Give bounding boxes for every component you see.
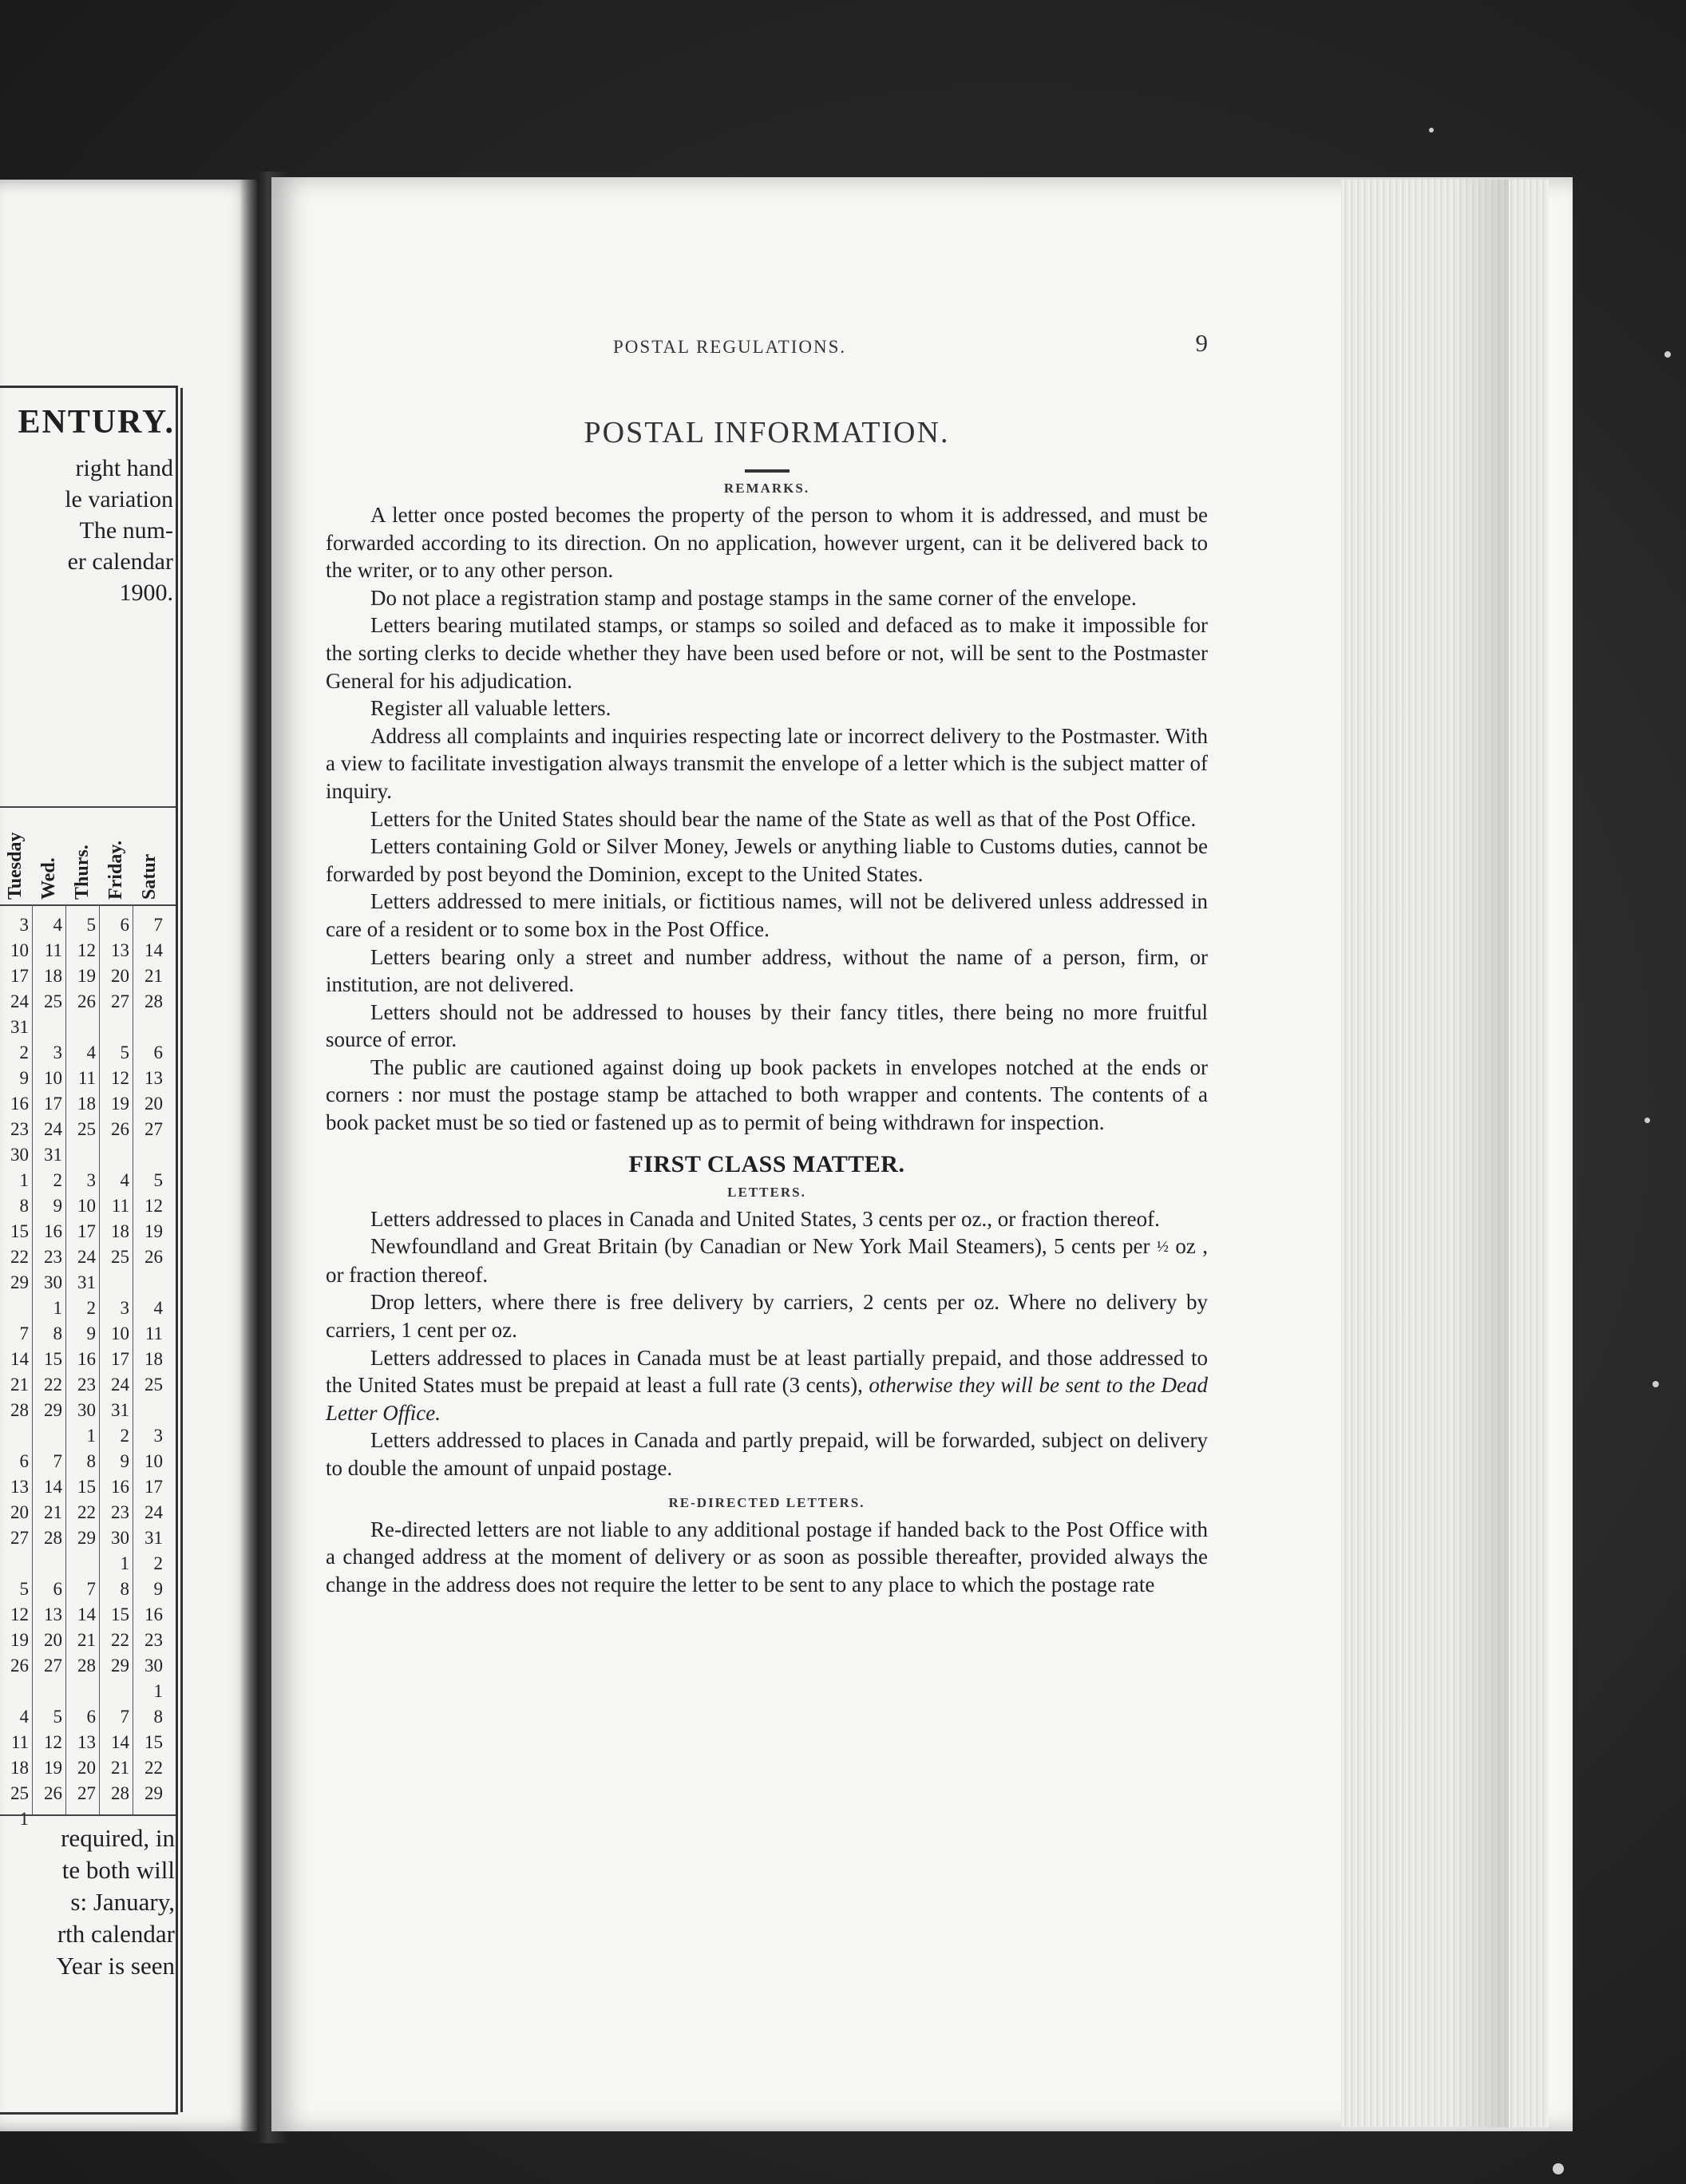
calendar-day: 30 bbox=[77, 1400, 96, 1420]
remark-paragraph: Do not place a registration stamp and postage stamps in the same corner of the envelope. bbox=[370, 585, 1137, 610]
calendar-day: 18 bbox=[111, 1221, 129, 1241]
calendar-day: 6 bbox=[19, 1451, 29, 1471]
calendar-row bbox=[0, 1117, 176, 1142]
remark-paragraph: Letters bearing only a street and number address, without the name of a person, firm, or institution, are not delivered. bbox=[326, 944, 1208, 997]
calendar-day: 29 bbox=[44, 1400, 62, 1420]
calendar-day: 24 bbox=[77, 1247, 96, 1267]
calendar-day: 1 bbox=[86, 1426, 96, 1446]
calendar-day: 31 bbox=[144, 1528, 163, 1548]
calendar-day: 19 bbox=[44, 1758, 62, 1778]
calendar-day: 8 bbox=[120, 1579, 129, 1599]
calendar-row bbox=[0, 1296, 176, 1321]
calendar-day: 3 bbox=[153, 1426, 163, 1446]
calendar-day: 10 bbox=[111, 1323, 129, 1343]
calendar-day: 7 bbox=[86, 1579, 96, 1599]
outro-line: Year is seen bbox=[56, 1952, 175, 1980]
calendar-day: 2 bbox=[120, 1426, 129, 1446]
calendar-day: 26 bbox=[10, 1656, 29, 1676]
calendar-day: 10 bbox=[44, 1068, 62, 1088]
page-edges bbox=[1341, 180, 1549, 2127]
calendar-day: 17 bbox=[111, 1349, 129, 1369]
intro-line: 1900. bbox=[119, 580, 173, 606]
dust-speck bbox=[1644, 1118, 1650, 1123]
calendar-day: 27 bbox=[77, 1783, 96, 1803]
century-heading: ENTURY. bbox=[18, 404, 175, 441]
calendar-day: 24 bbox=[44, 1119, 62, 1139]
calendar-day: 5 bbox=[120, 1043, 129, 1062]
calendar-day: 12 bbox=[44, 1732, 62, 1752]
calendar-day: 14 bbox=[10, 1349, 29, 1369]
calendar-day: 23 bbox=[144, 1630, 163, 1650]
calendar-row bbox=[0, 989, 176, 1015]
calendar-day: 7 bbox=[153, 915, 163, 935]
calendar-day: 13 bbox=[111, 940, 129, 960]
left-page bbox=[0, 180, 257, 2131]
calendar-day: 29 bbox=[77, 1528, 96, 1548]
calendar-day: 12 bbox=[77, 940, 96, 960]
calendar-day: 18 bbox=[144, 1349, 163, 1369]
calendar-day: 15 bbox=[44, 1349, 62, 1369]
calendar-day: 31 bbox=[111, 1400, 129, 1420]
intro-line: The num- bbox=[79, 517, 173, 544]
running-head-title: POSTAL REGULATIONS. bbox=[613, 337, 847, 357]
calendar-day: 13 bbox=[44, 1604, 62, 1624]
calendar-day: 27 bbox=[111, 991, 129, 1011]
calendar-day: 29 bbox=[111, 1656, 129, 1676]
calendar-day: 30 bbox=[111, 1528, 129, 1548]
remark-paragraph: Address all complaints and inquiries respecting late or incorrect delivery to the Postmaster. With a view to facilitate investigation always transmit the envelope of a letter which is the subject matter of inquiry. bbox=[326, 723, 1208, 803]
calendar-day: 26 bbox=[144, 1247, 163, 1267]
calendar-day: 14 bbox=[111, 1732, 129, 1752]
outro-line: rth calendar bbox=[57, 1920, 175, 1948]
calendar-row bbox=[0, 1193, 176, 1219]
calendar-day: 9 bbox=[120, 1451, 129, 1471]
calendar-row bbox=[0, 1551, 176, 1577]
dust-speck bbox=[1652, 1381, 1659, 1387]
calendar-row bbox=[0, 1321, 176, 1347]
calendar-day: 5 bbox=[19, 1579, 29, 1599]
remark-paragraph: Letters should not be addressed to houses by their fancy titles, there being no more fruitful source of error. bbox=[326, 999, 1208, 1052]
remarks-heading: REMARKS. bbox=[723, 481, 810, 496]
calendar-row bbox=[0, 1474, 176, 1500]
calendar-day: 17 bbox=[44, 1094, 62, 1114]
calendar-day: 15 bbox=[77, 1477, 96, 1497]
calendar-day: 21 bbox=[111, 1758, 129, 1778]
calendar-day: 1 bbox=[19, 1809, 29, 1829]
calendar-day: 9 bbox=[86, 1323, 96, 1343]
calendar-day: 14 bbox=[77, 1604, 96, 1624]
calendar-day: 23 bbox=[10, 1119, 29, 1139]
dust-speck bbox=[1553, 2163, 1564, 2174]
outro-line: required, in bbox=[61, 1824, 175, 1852]
remark-paragraph: Register all valuable letters. bbox=[370, 696, 611, 721]
dust-speck bbox=[1664, 351, 1671, 358]
calendar-day: 26 bbox=[77, 991, 96, 1011]
letters-text: oz , or fraction thereof. bbox=[326, 1234, 1208, 1287]
calendar-day: 16 bbox=[111, 1477, 129, 1497]
calendar-row bbox=[0, 1577, 176, 1602]
calendar-day: 20 bbox=[144, 1094, 163, 1114]
calendar-day: 3 bbox=[120, 1298, 129, 1318]
calendar-day: 7 bbox=[120, 1707, 129, 1727]
calendar-day: 16 bbox=[44, 1221, 62, 1241]
calendar-day: 31 bbox=[77, 1272, 96, 1292]
calendar-day: 28 bbox=[44, 1528, 62, 1548]
calendar-day: 28 bbox=[10, 1400, 29, 1420]
day-label: Wed. bbox=[38, 857, 59, 900]
calendar-row bbox=[0, 1500, 176, 1525]
calendar-day: 17 bbox=[144, 1477, 163, 1497]
calendar-day: 22 bbox=[144, 1758, 163, 1778]
calendar-day: 1 bbox=[53, 1298, 62, 1318]
calendar-day: 23 bbox=[44, 1247, 62, 1267]
calendar-day: 5 bbox=[153, 1170, 163, 1190]
calendar-day: 8 bbox=[86, 1451, 96, 1471]
calendar-row bbox=[0, 1449, 176, 1474]
calendar-day: 25 bbox=[77, 1119, 96, 1139]
calendar-row bbox=[0, 1423, 176, 1449]
calendar-row bbox=[0, 1398, 176, 1423]
calendar-row bbox=[0, 1704, 176, 1730]
letters-text: Letters addressed to places in Canada must be at least partially prepaid, and those addressed to the United States must be prepaid at least a full rate (3 cents), bbox=[326, 1345, 1208, 1398]
calendar-day: 7 bbox=[53, 1451, 62, 1471]
calendar-day: 15 bbox=[111, 1604, 129, 1624]
calendar-row bbox=[0, 1347, 176, 1372]
calendar-day: 7 bbox=[19, 1323, 29, 1343]
calendar-day: 19 bbox=[77, 966, 96, 986]
calendar-day: 2 bbox=[86, 1298, 96, 1318]
calendar-row bbox=[0, 1219, 176, 1244]
calendar-day: 3 bbox=[19, 915, 29, 935]
calendar-day: 24 bbox=[144, 1502, 163, 1522]
remark-paragraph: Letters for the United States should bear the name of the State as well as that of the Post Office. bbox=[370, 806, 1197, 831]
remark-paragraph: A letter once posted becomes the property of the person to whom it is addressed, and must be forwarded according to its direction. On no application, however urgent, can it be delivered back to the writer, or to any other person. bbox=[326, 503, 1208, 583]
calendar-day: 2 bbox=[53, 1170, 62, 1190]
calendar-day: 20 bbox=[111, 966, 129, 986]
calendar-day: 10 bbox=[10, 940, 29, 960]
letters-heading: LETTERS. bbox=[727, 1184, 806, 1200]
remark-paragraph: Letters addressed to mere initials, or fictitious names, will not be delivered unless addressed in care of a resident or to some box in the Post Office. bbox=[326, 889, 1208, 941]
calendar-day: 21 bbox=[77, 1630, 96, 1650]
calendar-day: 16 bbox=[144, 1604, 163, 1624]
calendar-day: 16 bbox=[77, 1349, 96, 1369]
calendar-row bbox=[0, 1628, 176, 1653]
calendar-day: 31 bbox=[10, 1017, 29, 1037]
calendar-day: 24 bbox=[111, 1375, 129, 1395]
calendar-day: 11 bbox=[77, 1068, 96, 1088]
calendar-day: 29 bbox=[144, 1783, 163, 1803]
calendar-day: 25 bbox=[144, 1375, 163, 1395]
calendar-day: 25 bbox=[10, 1783, 29, 1803]
page-edges-shadow bbox=[1453, 180, 1509, 2127]
letters-paragraph bbox=[326, 1232, 1208, 1288]
calendar-day: 8 bbox=[53, 1323, 62, 1343]
calendar-row bbox=[0, 1168, 176, 1193]
letters-paragraph: Letters addressed to places in Canada and partly prepaid, will be forwarded, subject on delivery to double the amount of unpaid postage. bbox=[326, 1428, 1208, 1480]
letters-paragraph: Letters addressed to places in Canada and United States, 3 cents per oz., or fraction thereof. bbox=[370, 1206, 1160, 1231]
calendar-day: 16 bbox=[10, 1094, 29, 1114]
calendar-day: 14 bbox=[44, 1477, 62, 1497]
calendar-day: 11 bbox=[111, 1196, 129, 1216]
calendar-day: 4 bbox=[19, 1707, 29, 1727]
calendar-bottom-rule bbox=[0, 1814, 176, 1816]
calendar-day: 13 bbox=[10, 1477, 29, 1497]
calendar-row bbox=[0, 1755, 176, 1781]
calendar-day: 5 bbox=[53, 1707, 62, 1727]
calendar-day-header bbox=[0, 810, 176, 906]
calendar-day: 4 bbox=[86, 1043, 96, 1062]
calendar-row bbox=[0, 1525, 176, 1551]
calendar-day: 6 bbox=[53, 1579, 62, 1599]
calendar-day: 4 bbox=[120, 1170, 129, 1190]
calendar-day: 11 bbox=[10, 1732, 29, 1752]
title-rule bbox=[745, 469, 790, 473]
dead-letter-note: otherwise they will be sent to the Dead Letter Office. bbox=[326, 1373, 1208, 1425]
calendar-row bbox=[0, 963, 176, 989]
letters-paragraph bbox=[326, 1344, 1208, 1427]
calendar-row bbox=[0, 1372, 176, 1398]
letters-text: Newfoundland and Great Britain (by Canadian or New York Mail Steamers), 5 cents per bbox=[370, 1234, 1157, 1259]
calendar-day: 20 bbox=[10, 1502, 29, 1522]
page-title: POSTAL INFORMATION. bbox=[584, 416, 950, 449]
intro-line: le variation bbox=[65, 486, 173, 512]
calendar-grid bbox=[0, 912, 176, 1832]
calendar-day: 1 bbox=[120, 1553, 129, 1573]
calendar-day: 28 bbox=[111, 1783, 129, 1803]
calendar-day: 23 bbox=[77, 1375, 96, 1395]
intro-line: right hand bbox=[75, 455, 173, 481]
calendar-day: 27 bbox=[10, 1528, 29, 1548]
calendar-day: 25 bbox=[111, 1247, 129, 1267]
calendar-day: 9 bbox=[153, 1579, 163, 1599]
calendar-day: 10 bbox=[77, 1196, 96, 1216]
letters-paragraph: Drop letters, where there is free delivery by carriers, 2 cents per oz. Where no delivery by carriers, 1 cent per oz. bbox=[326, 1290, 1208, 1343]
calendar-day: 19 bbox=[111, 1094, 129, 1114]
calendar-day: 2 bbox=[153, 1553, 163, 1573]
calendar-day: 12 bbox=[10, 1604, 29, 1624]
calendar-row bbox=[0, 1270, 176, 1296]
calendar-day: 23 bbox=[111, 1502, 129, 1522]
calendar-day: 18 bbox=[10, 1758, 29, 1778]
calendar-day: 4 bbox=[153, 1298, 163, 1318]
calendar-day: 9 bbox=[53, 1196, 62, 1216]
calendar-day: 21 bbox=[10, 1375, 29, 1395]
page-content bbox=[326, 319, 1208, 1598]
calendar-day: 11 bbox=[44, 940, 62, 960]
calendar-day: 3 bbox=[86, 1170, 96, 1190]
calendar-outro bbox=[57, 1822, 175, 1982]
calendar-day: 3 bbox=[53, 1043, 62, 1062]
calendar-day: 5 bbox=[86, 915, 96, 935]
remark-paragraph: The public are cautioned against doing up book packets in envelopes notched at the ends or corners : nor must the postage stamp be attached to both wrapper and contents. The contents of a book packet must be so tied or fastened up as to permit of being withdrawn for inspection. bbox=[326, 1054, 1208, 1135]
calendar-row bbox=[0, 1091, 176, 1117]
calendar-day: 2 bbox=[19, 1043, 29, 1062]
calendar-row bbox=[0, 1602, 176, 1628]
calendar-day: 13 bbox=[144, 1068, 163, 1088]
calendar-day: 17 bbox=[77, 1221, 96, 1241]
calendar-row bbox=[0, 912, 176, 938]
calendar-day: 28 bbox=[77, 1656, 96, 1676]
calendar-row bbox=[0, 1066, 176, 1091]
calendar-day: 31 bbox=[44, 1145, 62, 1165]
calendar-day: 26 bbox=[111, 1119, 129, 1139]
calendar-day: 21 bbox=[44, 1502, 62, 1522]
calendar-row bbox=[0, 1781, 176, 1806]
calendar-day: 30 bbox=[144, 1656, 163, 1676]
calendar-day: 22 bbox=[111, 1630, 129, 1650]
remark-paragraph: Letters bearing mutilated stamps, or stamps so soiled and defaced as to make it impossible for the sorting clerks to decide whether they have been used before or not, will be sent to the Postmaster General for his adjudication. bbox=[326, 613, 1208, 693]
calendar-day: 6 bbox=[153, 1043, 163, 1062]
calendar-day: 26 bbox=[44, 1783, 62, 1803]
calendar-intro bbox=[65, 453, 173, 608]
calendar-day: 12 bbox=[144, 1196, 163, 1216]
calendar-top-rule bbox=[0, 806, 176, 808]
calendar-day: 20 bbox=[77, 1758, 96, 1778]
calendar-day: 18 bbox=[77, 1094, 96, 1114]
calendar-day: 11 bbox=[144, 1323, 163, 1343]
calendar-day: 21 bbox=[144, 966, 163, 986]
calendar-day: 8 bbox=[153, 1707, 163, 1727]
calendar-row bbox=[0, 938, 176, 963]
calendar-day: 25 bbox=[44, 991, 62, 1011]
calendar-day: 22 bbox=[10, 1247, 29, 1267]
calendar-row bbox=[0, 1244, 176, 1270]
running-head bbox=[326, 319, 1208, 357]
calendar-day: 19 bbox=[10, 1630, 29, 1650]
calendar-day: 28 bbox=[144, 991, 163, 1011]
day-label: Thurs. bbox=[72, 845, 93, 900]
calendar-day: 12 bbox=[111, 1068, 129, 1088]
calendar-day: 1 bbox=[19, 1170, 29, 1190]
calendar-day: 10 bbox=[144, 1451, 163, 1471]
calendar-day: 27 bbox=[144, 1119, 163, 1139]
calendar-day: 20 bbox=[44, 1630, 62, 1650]
calendar-row bbox=[0, 1040, 176, 1066]
calendar-day: 8 bbox=[19, 1196, 29, 1216]
calendar-day: 29 bbox=[10, 1272, 29, 1292]
outro-line: s: January, bbox=[70, 1888, 175, 1916]
calendar-day: 17 bbox=[10, 966, 29, 986]
calendar-row bbox=[0, 1730, 176, 1755]
remark-paragraph: Letters containing Gold or Silver Money, Jewels or anything liable to Customs duties, cannot be forwarded by post beyond the Dominion, except to the United States. bbox=[326, 834, 1208, 886]
calendar-day: 6 bbox=[120, 915, 129, 935]
calendar-day: 13 bbox=[77, 1732, 96, 1752]
calendar-day: 24 bbox=[10, 991, 29, 1011]
calendar-day: 18 bbox=[44, 966, 62, 986]
calendar-day: 1 bbox=[153, 1681, 163, 1701]
calendar-day: 22 bbox=[77, 1502, 96, 1522]
page-number: 9 bbox=[1195, 329, 1208, 357]
calendar-day: 14 bbox=[144, 940, 163, 960]
intro-line: er calendar bbox=[67, 548, 173, 575]
day-label: Tuesday bbox=[5, 832, 26, 900]
half-fraction: ½ bbox=[1156, 1238, 1169, 1256]
calendar-day: 30 bbox=[44, 1272, 62, 1292]
calendar-day: 19 bbox=[144, 1221, 163, 1241]
day-label: Satur bbox=[139, 853, 160, 900]
calendar-day: 15 bbox=[144, 1732, 163, 1752]
dust-speck bbox=[1429, 128, 1434, 133]
calendar-row bbox=[0, 1015, 176, 1040]
day-label: Friday. bbox=[105, 840, 126, 900]
redirected-heading: RE-DIRECTED LETTERS. bbox=[668, 1494, 865, 1510]
calendar-day: 4 bbox=[53, 915, 62, 935]
calendar-day: 27 bbox=[44, 1656, 62, 1676]
redirected-paragraph: Re-directed letters are not liable to any additional postage if handed back to the Post Office with a changed address at the moment of delivery or as soon as possible thereafter, provided always the change in the address does not require the letter to be sent to any place to which the postage rate bbox=[326, 1517, 1208, 1596]
calendar-day: 15 bbox=[10, 1221, 29, 1241]
outro-line: te both will bbox=[61, 1856, 175, 1884]
calendar-row bbox=[0, 1679, 176, 1704]
calendar-day: 9 bbox=[19, 1068, 29, 1088]
calendar-row bbox=[0, 1142, 176, 1168]
calendar-row bbox=[0, 1653, 176, 1679]
calendar-day: 30 bbox=[10, 1145, 29, 1165]
calendar-day: 6 bbox=[86, 1707, 96, 1727]
first-class-heading: FIRST CLASS MATTER. bbox=[628, 1150, 905, 1177]
calendar-day: 22 bbox=[44, 1375, 62, 1395]
